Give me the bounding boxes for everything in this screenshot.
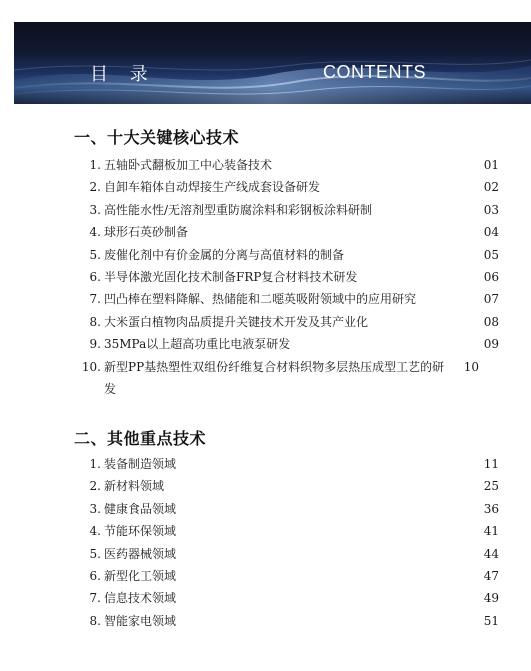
toc-entry-title: 新型化工领域 [104,569,177,584]
toc-entry-title: 废催化剂中有价金属的分离与高值材料的制备 [104,247,345,262]
toc-entry-page: 05 [483,247,499,262]
toc-entry-page: 51 [483,613,499,628]
toc-entry[interactable] [74,587,499,609]
toc-entry-number: 8. [89,613,101,628]
toc-entry-title: 健康食品领域 [104,501,177,516]
toc-entry[interactable] [74,498,499,520]
header-banner [14,22,531,104]
section-title-other-tech: 二、其他重点技术 [74,429,207,448]
toc-entry-title: 凹凸棒在塑料降解、热储能和二噁英吸附领域中的应用研究 [104,292,417,307]
toc-entry-page: 06 [483,270,499,285]
toc-entry[interactable] [74,266,499,288]
toc-entry[interactable] [74,199,499,221]
toc-entry[interactable] [74,311,499,333]
toc-entry-number: 6. [89,569,101,584]
toc-entry-title: 高性能水性/无溶剂型重防腐涂料和彩钢板涂料研制 [104,202,373,217]
toc-entry[interactable] [74,333,499,355]
toc-entry-number: 7. [89,591,101,606]
toc-entry-title: 35MPa以上超高功重比电液泵研发 [104,337,291,352]
section-title-key-tech: 一、十大关键核心技术 [74,128,240,147]
toc-entry-title: 自卸车箱体自动焊接生产线成套设备研发 [104,180,321,195]
toc-entry-number: 1. [89,158,101,172]
toc-entry[interactable] [74,154,499,176]
toc-entry-page: 07 [483,292,499,307]
toc-entry-page: 03 [483,202,499,217]
toc-entry-title: 智能家电领域 [104,613,177,628]
toc-entry-title: 信息技术领域 [104,591,177,606]
toc-entry-page: 25 [483,479,499,494]
toc-entry-title: 医药器械领域 [104,546,177,561]
toc-entry[interactable] [74,520,499,542]
toc-entry-title: 装备制造领域 [104,457,177,471]
toc-entry[interactable] [74,565,499,587]
toc-entry-page: 04 [483,225,499,240]
toc-entry-title: 五轴卧式翻板加工中心装备技术 [104,158,273,172]
toc-entry-page: 08 [483,314,499,329]
toc-entry-number: 3. [89,202,101,217]
toc-entry[interactable] [74,288,499,310]
toc-entry-page: 47 [483,569,499,584]
contents-title-cn: 目 录 [90,64,156,85]
toc-entry[interactable] [74,453,499,475]
toc-entry[interactable] [74,244,499,266]
toc-entry-number: 2. [89,180,101,195]
toc-list-other-tech [74,453,499,632]
toc-entry-title: 球形石英砂制备 [104,225,189,240]
toc-entry[interactable] [74,543,499,565]
toc-entry-number: 6. [89,270,101,285]
toc-entry-number: 1. [89,457,101,471]
contents-title-en: CONTENTS [323,62,426,82]
toc-entry-title: 新材料领域 [104,479,165,494]
toc-entry-number: 3. [89,501,101,516]
toc-entry-number: 4. [89,524,101,539]
toc-entry-number: 10. [81,359,101,374]
toc-entry-page: 44 [483,546,499,561]
toc-entry[interactable] [74,176,499,198]
toc-entry[interactable] [74,221,499,243]
toc-entry-number: 9. [89,337,101,352]
toc-entry-page: 36 [483,501,499,516]
toc-entry-title: 节能环保领域 [104,524,177,539]
toc-entry-title: 新型PP基热塑性双组份纤维复合材料织物多层热压成型工艺的研发 [104,359,445,397]
toc-list-key-tech [74,154,499,400]
toc-entry[interactable] [74,356,499,401]
toc-entry-number: 4. [89,225,101,240]
toc-entry-number: 2. [89,479,101,494]
toc-entry-number: 8. [89,314,101,329]
toc-entry-number: 5. [89,247,101,262]
toc-entry-title: 大米蛋白植物肉品质提升关键技术开发及其产业化 [104,314,369,329]
toc-entry-title: 半导体激光固化技术制备FRP复合材料技术研发 [104,270,358,285]
toc-entry-page: 09 [483,337,499,352]
toc-entry-number: 7. [89,292,101,307]
toc-entry-page: 01 [483,158,499,172]
toc-entry[interactable] [74,610,499,632]
toc-entry-page: 49 [483,591,499,606]
toc-entry-page: 10 [463,359,479,374]
toc-entry-number: 5. [89,546,101,561]
toc-entry-page: 11 [483,457,499,471]
toc-entry[interactable] [74,475,499,497]
toc-entry-page: 41 [483,524,499,539]
toc-entry-page: 02 [483,180,499,195]
